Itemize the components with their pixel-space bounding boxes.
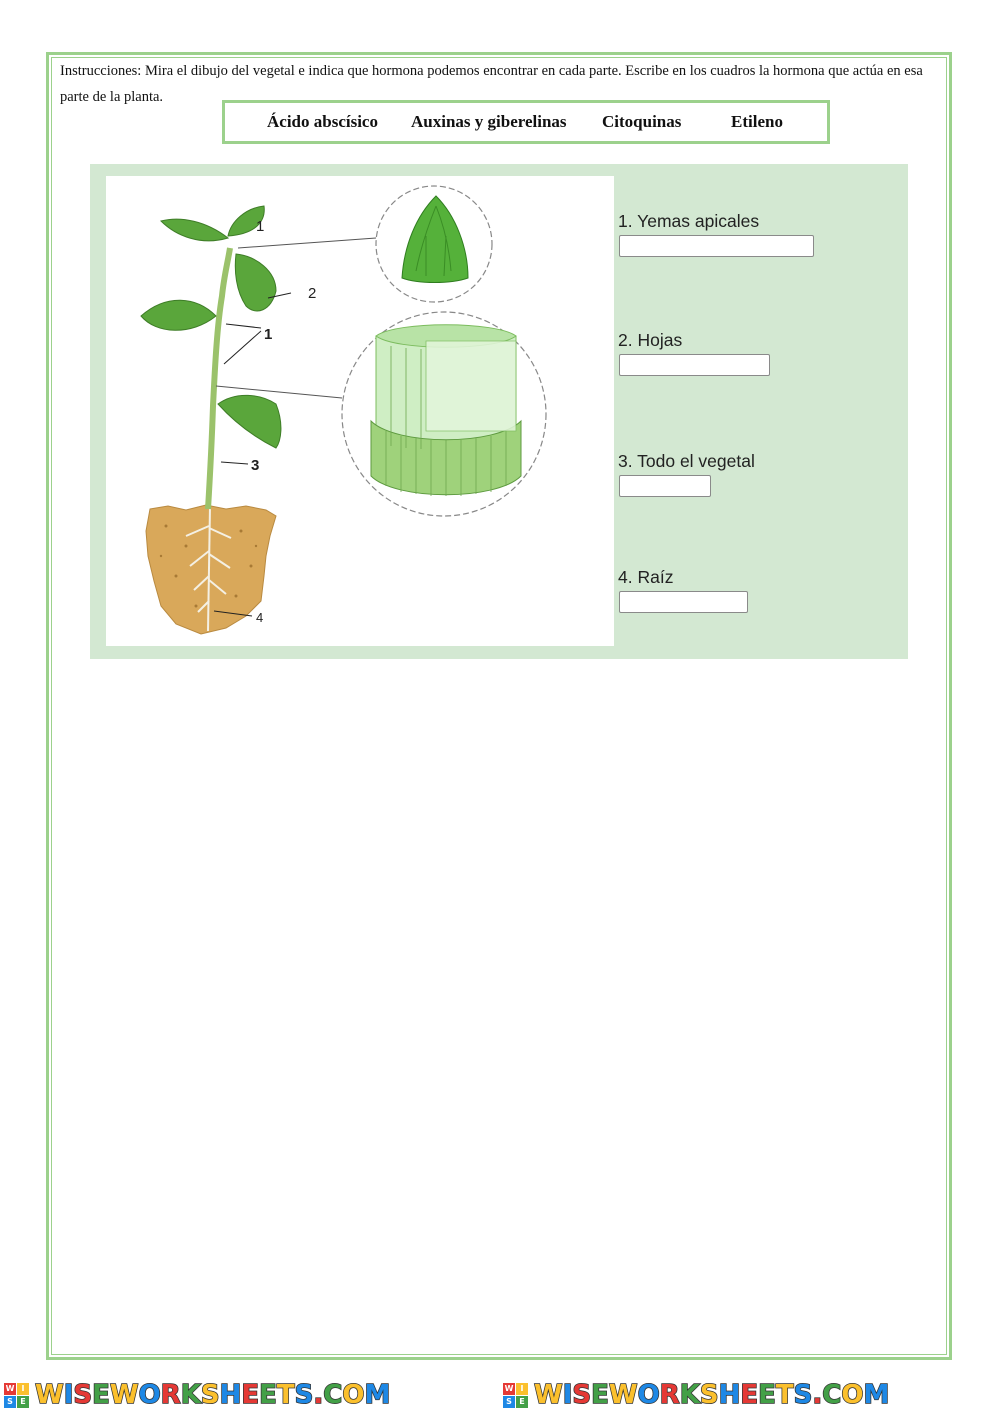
answer-input-yemas-apicales[interactable] (619, 235, 814, 257)
word-bank-item: Auxinas y giberelinas (411, 112, 567, 131)
zoom-line-1 (238, 238, 376, 248)
word-bank-item: Citoquinas (602, 112, 682, 131)
word-bank-item: Etileno (731, 112, 783, 131)
plant-illustration (106, 176, 614, 646)
question-label-raiz: 4. Raíz (618, 567, 674, 587)
answer-input-todo-el-vegetal[interactable] (619, 475, 711, 497)
zoom-stem-section (342, 312, 546, 516)
figure-label-2: 2 (308, 285, 317, 302)
logo-text: W I S E W O R K S H E E T S . C O M (35, 1380, 391, 1410)
word-bank-item: Ácido abscísico (267, 112, 378, 131)
logo-icon: W I S E (4, 1383, 29, 1408)
instructions-text: Instrucciones: Mira el dibujo del vegetal e indica que hormona podemos encontrar en cada parte. Escribe en los cuadros la hormona que actúa en esa parte de la planta. (60, 63, 923, 105)
footer-branding (0, 1376, 1000, 1413)
logo-icon: W I S E (503, 1383, 528, 1408)
answer-input-hojas[interactable] (619, 354, 770, 376)
question-label-yemas-apicales: 1. Yemas apicales (618, 211, 760, 231)
zoom-apical-bud (376, 186, 492, 302)
question-label-hojas: 2. Hojas (618, 330, 683, 350)
word-bank (222, 100, 830, 144)
figure-label-3: 3 (251, 457, 260, 474)
stem (208, 248, 230, 509)
answer-input-raiz[interactable] (619, 591, 748, 613)
logo-wiseworksheets (503, 1380, 889, 1410)
figure-label-4: 4 (256, 610, 264, 625)
logo-text: W I S E W O R K S H E E T S . C O M (534, 1380, 890, 1410)
figure-label-1b: 1 (264, 326, 273, 343)
question-label-todo-el-vegetal: 3. Todo el vegetal (618, 451, 755, 471)
figure-label-1: 1 (256, 218, 265, 235)
logo-wiseworksheets (4, 1380, 390, 1410)
